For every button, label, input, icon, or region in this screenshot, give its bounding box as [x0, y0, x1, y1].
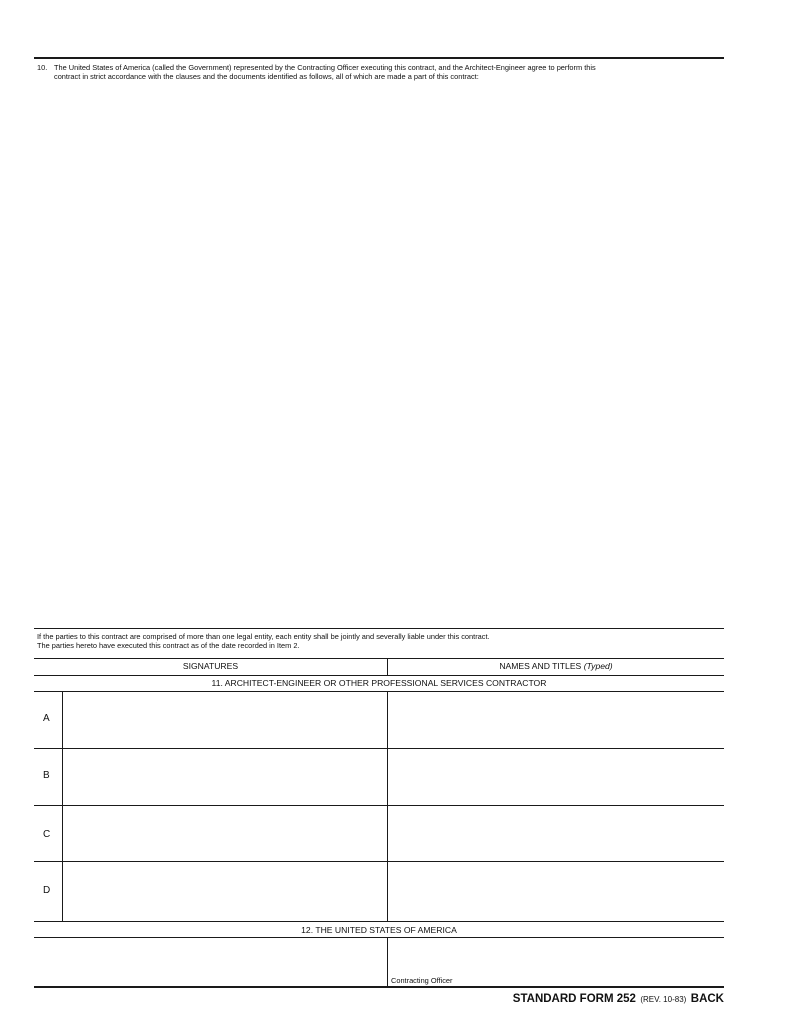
row-b-name-title-field[interactable] [388, 749, 724, 805]
typed-label: (Typed) [583, 661, 613, 671]
names-titles-header [388, 661, 724, 671]
header-bottom-rule [34, 675, 724, 676]
form-footer [513, 989, 724, 1007]
signatures-header: SIGNATURES [182, 661, 239, 671]
row-a-letter: A [43, 713, 50, 724]
item-12-title: 12. THE UNITED STATES OF AMERICA [301, 925, 457, 935]
form-revision: (REV. 10-83) [640, 995, 687, 1004]
liability-line-1: If the parties to this contract are comprised of more than one legal entity, each entity shall be jointly and severally liable under this contract. [37, 632, 490, 641]
top-rule [34, 57, 724, 59]
item-10-line-1: The United States of America (called the Government) represented by the Contracting Officer executing this contract, and the Architect-Engineer agree to perform this [54, 63, 596, 72]
row-b-letter: B [43, 770, 50, 781]
item-10-documents-area[interactable] [34, 84, 724, 624]
form-side: BACK [690, 993, 724, 1005]
row-d-bottom-rule [34, 921, 724, 922]
row-d-signature-field[interactable] [63, 862, 387, 921]
item-11-title: 11. ARCHITECT-ENGINEER OR OTHER PROFESSIONAL SERVICES CONTRACTOR [211, 678, 547, 688]
government-signature-field[interactable] [34, 938, 387, 985]
contracting-officer-label: Contracting Officer [391, 976, 453, 985]
form-number: STANDARD FORM 252 [512, 993, 636, 1005]
row-b-signature-field[interactable] [63, 749, 387, 805]
row-d-letter: D [43, 885, 51, 896]
contracting-officer-name-field[interactable] [388, 938, 724, 973]
liability-top-rule [34, 628, 724, 629]
row-c-signature-field[interactable] [63, 806, 387, 861]
item-10-line-2: contract in strict accordance with the clauses and the documents identified as follows, all of which are made a part of this contract: [54, 72, 479, 81]
row-c-letter: C [43, 829, 51, 840]
row-d-name-title-field[interactable] [388, 862, 724, 921]
row-a-name-title-field[interactable] [388, 692, 724, 748]
row-a-signature-field[interactable] [63, 692, 387, 748]
names-titles-label: NAMES AND TITLES [499, 661, 582, 671]
header-divider [387, 658, 388, 675]
liability-line-2: The parties hereto have executed this contract as of the date recorded in Item 2. [37, 641, 300, 650]
bottom-rule [34, 986, 724, 988]
row-c-name-title-field[interactable] [388, 806, 724, 861]
header-top-rule [34, 658, 724, 659]
item-10-number: 10. [37, 63, 48, 72]
